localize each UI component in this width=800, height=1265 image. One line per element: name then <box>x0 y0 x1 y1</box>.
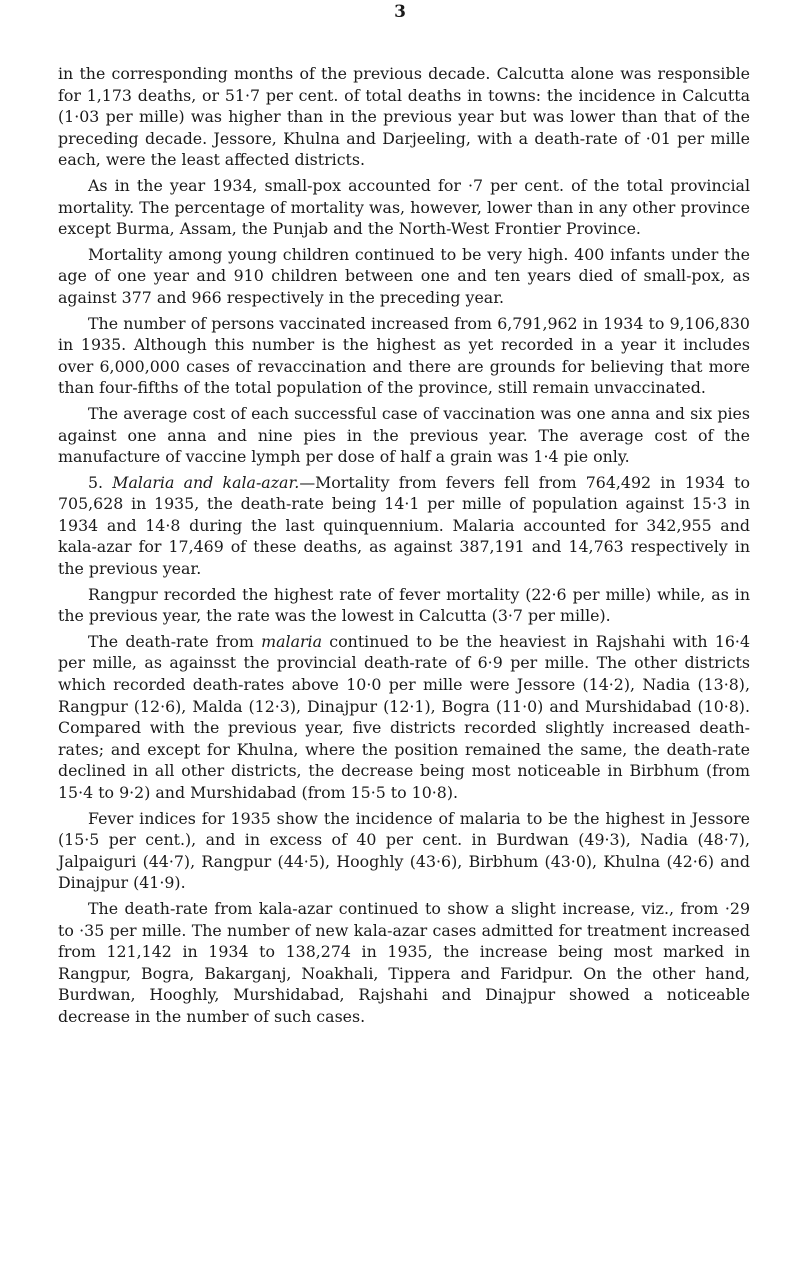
paragraph-3: Mortality among young children continued to be very high. 400 infants under the age of one year and 910 children between one and ten years died of small-pox, as against 377 and 966 respectively in the preceding year. <box>58 244 750 307</box>
malaria-italic: malaria <box>261 631 323 651</box>
paragraph-8-lead: The death-rate from <box>88 631 262 651</box>
paragraph-9: Fever indices for 1935 show the incidence of malaria to be the highest in Jessore (15·5 per cent.), and in excess of 40 per cent. in Burdwan (49·3), Nadia (48·7), Jalpaiguri (44·7), Rangpur (44·5), Hooghly (43·6), Birbhum (43·0), Khulna (42·6) and Dinajpur (41·9). <box>58 808 750 893</box>
paragraph-4: The number of persons vaccinated increased from 6,791,962 in 1934 to 9,106,830 in 1935. Although this number is the highest as yet recorded in a year it includes over 6,000,000 cases of revaccination and there are grounds for believing that more than four-fifths of the total population of the province, still remain unvaccinated. <box>58 313 750 398</box>
paragraph-5: The average cost of each successful case of vaccination was one anna and six pies against one anna and nine pies in the previous year. The average cost of the manufacture of vaccine lymph per dose of half a grain was 1·4 pie only. <box>58 403 750 467</box>
section-heading: Malaria and kala-azar. <box>112 472 300 492</box>
document-body <box>58 63 750 1032</box>
paragraph-10: The death-rate from kala-azar continued to show a slight increase, viz., from ·29 to ·35 per mille. The number of new kala-azar cases admitted for treatment increased from 121,142 in 1934 to 138,274 in 1935, the increase being most marked in Rangpur, Bogra, Bakarganj, Noakhali, Tippera and Faridpur. On the other hand, Burdwan, Hooghly, Murshidabad, Rajshahi and Dinajpur showed a noticeable decrease in the number of such cases. <box>58 898 750 1026</box>
paragraph-7: Rangpur recorded the highest rate of fever mortality (22·6 per mille) while, as in the previous year, the rate was the lowest in Calcutta (3·7 per mille). <box>58 584 750 626</box>
page-number: 3 <box>394 2 406 22</box>
paragraph-6 <box>58 472 750 580</box>
paragraph-8-text: continued to be the heaviest in Rajshahi with 16·4 per mille, as againsst the provincial death-rate of 6·9 per mille. The other districts which recorded death-rates above 10·0 per mille were Jessore (14·2), Nadia (13·8), Rangpur (12·6), Malda (12·3), Dinajpur (12·1), Bogra (11·0) and Murshidabad (10·8). Compared with the previous year, five districts recorded slightly increased death-rates; and except for Khulna, where the position remained the same, the death-rate declined in all other districts, the decrease being most noticeable in Birbhum (from 15·4 to 9·2) and Murshidabad (from 15·5 to 10·8). <box>58 631 750 802</box>
paragraph-6-text: —Mortality from fevers fell from 764,492 in 1934 to 705,628 in 1935, the death-rate being 14·1 per mille of population against 15·3 in 1934 and 14·8 during the last quinquennium. Malaria accounted for 342,955 and kala-azar for 17,469 of these deaths, as against 387,191 and 14,763 respectively in the previous year. <box>58 472 751 579</box>
paragraph-2: As in the year 1934, small-pox accounted for ·7 per cent. of the total provincial mortality. The percentage of mortality was, however, lower than in any other province except Burma, Assam, the Punjab and the North-West Frontier Province. <box>58 175 750 239</box>
paragraph-1: in the corresponding months of the previous decade. Calcutta alone was responsible for 1,173 deaths, or 51·7 per cent. of total deaths in towns: the incidence in Calcutta (1·03 per mille) was higher than in the previous year but was lower than that of the preceding decade. Jessore, Khulna and Darjeeling, with a death-rate of ·01 per mille each, were the least affected districts. <box>58 64 750 170</box>
paragraph-8 <box>58 631 750 804</box>
section-number: 5. <box>88 472 113 492</box>
